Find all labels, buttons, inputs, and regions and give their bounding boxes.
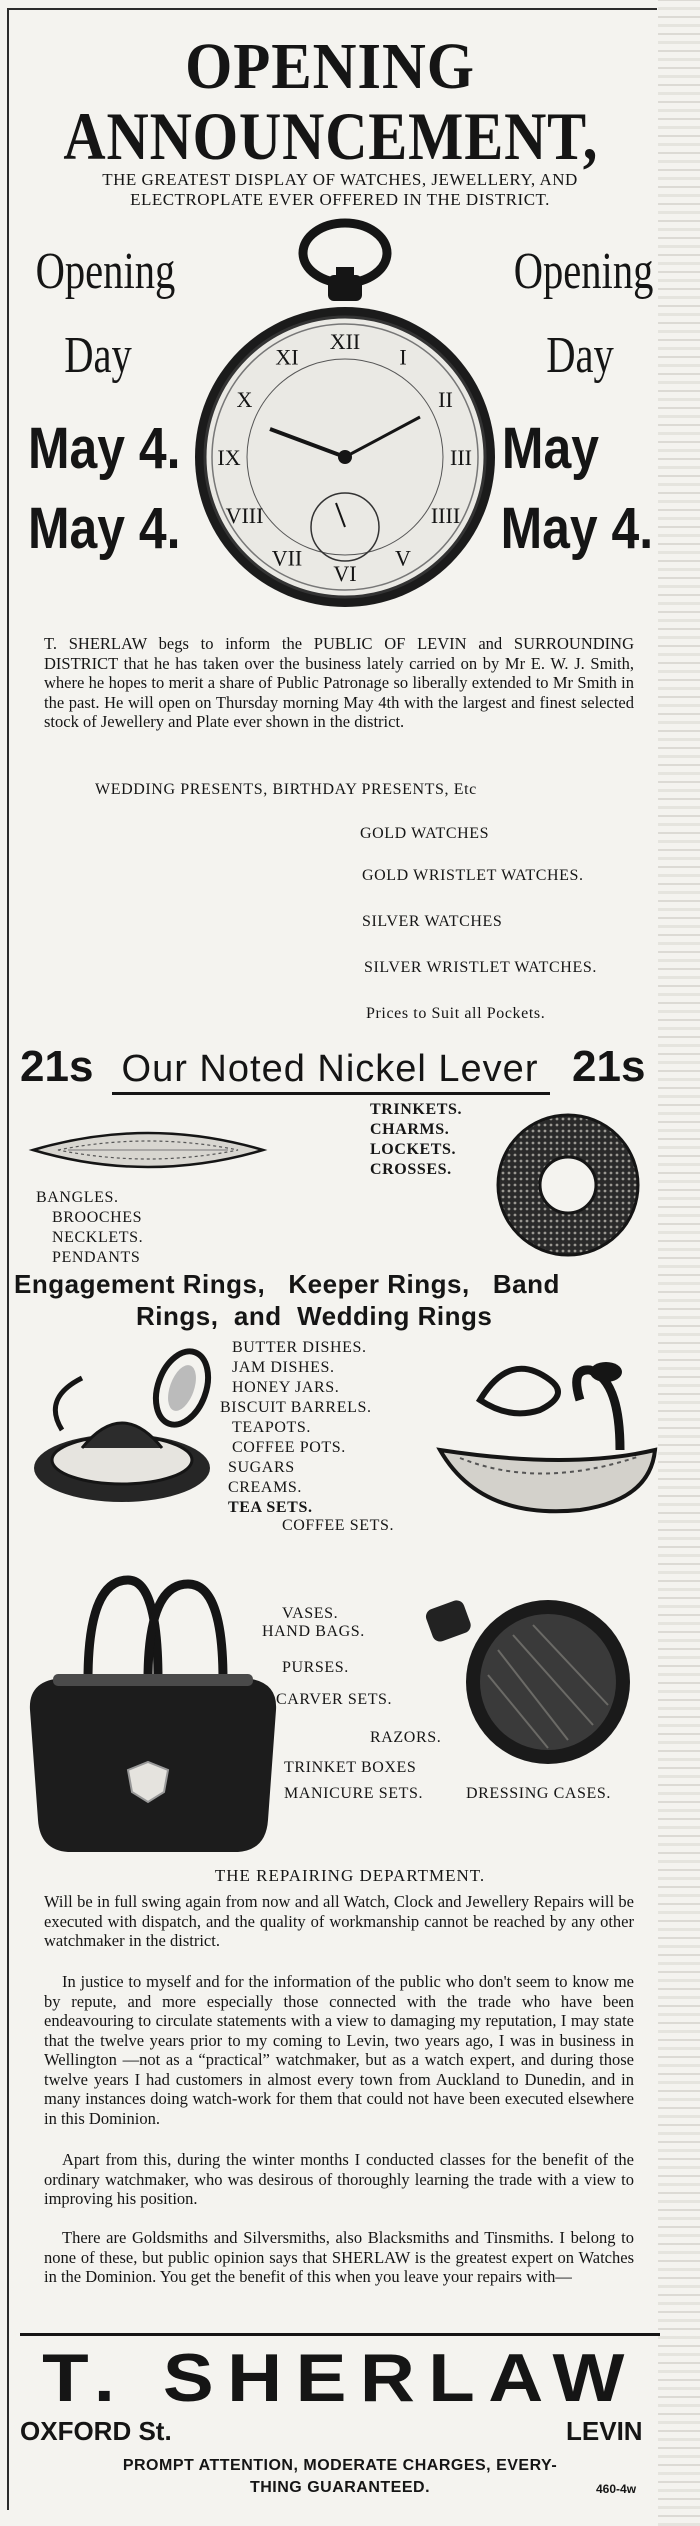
ad-code: 460-4w	[596, 2482, 637, 2496]
plate-item-2: JAM DISHES.	[232, 1359, 335, 1376]
watch-numeral: VII	[271, 545, 303, 571]
plate-item-9: TEA SETS.	[228, 1499, 313, 1516]
tagline-line-2: THING GUARANTEED.	[249, 2479, 431, 2496]
plate-item-3: HONEY JARS.	[232, 1379, 340, 1396]
watch-numeral: I	[399, 344, 407, 370]
intro-paragraph: T. SHERLAW begs to inform the PUBLIC OF LEVIN and SURROUNDING DISTRICT that he has taken over the business lately carried on by Mr E. W. J. Smith, where he hopes to merit a share of Public Patronage so liberally extended to Mr Smith in the past. He will open on Thursday morning May 4th with the largest and finest selected stock of Jewellery and Plate ever shown in the district.	[44, 634, 634, 731]
left-rule	[7, 10, 9, 2510]
opening-left-date-1: May 4.	[28, 416, 181, 481]
watch-numeral: IIII	[430, 503, 461, 528]
rings-headline-1: Engagement Rings, Keeper Rings, Band	[14, 1269, 560, 1299]
merchant-name: T. SHERLAW	[42, 2340, 638, 2416]
plate-item-1: BUTTER DISHES.	[232, 1339, 367, 1356]
opening-left-date-2: May 4.	[28, 496, 181, 561]
goods-item-2: HAND BAGS.	[262, 1623, 365, 1640]
presents-line: WEDDING PRESENTS, BIRTHDAY PRESENTS, Etc	[95, 781, 477, 798]
goods-item-3: PURSES.	[282, 1659, 349, 1676]
footer-top-rule	[20, 2333, 660, 2336]
plate-item-8: CREAMS.	[228, 1479, 302, 1496]
prices-note: Prices to Suit all Pockets.	[366, 1005, 546, 1022]
trinket-item-3: LOCKETS.	[370, 1141, 457, 1158]
headline-opening: OPENING	[185, 30, 475, 103]
watch-numeral: V	[395, 545, 411, 571]
watch-numeral: IX	[217, 445, 241, 470]
trinket-item-4: CROSSES.	[370, 1161, 452, 1178]
repairs-title: THE REPAIRING DEPARTMENT.	[214, 1866, 486, 1885]
watch-numeral: X	[236, 387, 253, 412]
trinket-item-2: CHARMS.	[370, 1121, 450, 1138]
watch-item-1: GOLD WATCHES	[360, 825, 490, 842]
opening-right-date-1: May	[501, 416, 599, 481]
bangle-item-4: PENDANTS	[52, 1249, 141, 1266]
goods-item-1: VASES.	[282, 1605, 339, 1622]
opening-left-day: Day	[64, 327, 132, 384]
repairs-paragraph-3: Apart from this, during the winter months I conducted classes for the benefit of the ordinary watchmaker, who was desirous of thoroughly learning the trade with a view to improving his position.	[44, 2150, 634, 2208]
handbag-icon	[18, 1570, 288, 1860]
bangle-item-3: NECKLETS.	[52, 1229, 144, 1246]
opening-right-date-2: May 4.	[500, 496, 654, 561]
goods-item-4: CARVER SETS.	[276, 1691, 393, 1708]
nickel-lever-underline	[112, 1092, 550, 1095]
dressing-cases: DRESSING CASES.	[466, 1785, 612, 1802]
price-left: 21s	[20, 1042, 94, 1091]
bangle-item-2: BROOCHES	[52, 1209, 143, 1226]
watch-numeral: XII	[329, 329, 361, 354]
bar-brooch-icon	[28, 1120, 268, 1180]
bangle-item-1: BANGLES.	[36, 1189, 119, 1206]
plate-item-10: COFFEE SETS.	[282, 1517, 395, 1534]
pocket-watch-icon	[190, 215, 500, 615]
trinket-item-1: TRINKETS.	[370, 1101, 463, 1118]
goods-item-6: TRINKET BOXES	[284, 1759, 417, 1776]
swan-dish-icon	[420, 1340, 670, 1530]
repairs-paragraph-2: In justice to myself and for the information of the public who don't seem to know me by repute, and more especially those connected with the trade who have been endeavouring to circulate statements with a view to damaging my reputation, I may state that the twelve years prior to my coming to Levin, two years ago, I was in business in Wellington —not as a “practical” watchmaker, but as a watch expert, and during those twelve years I had customers in almost every town from Auckland to Dunedin, and in many instances doing watch-work for them that could not have been executed elsewhere in this Dominion.	[44, 1972, 634, 2128]
subtitle-line-2: ELECTROPLATE EVER OFFERED IN THE DISTRICT.	[130, 190, 550, 209]
subtitle-line-1: THE GREATEST DISPLAY OF WATCHES, JEWELLERY, AND	[102, 170, 578, 189]
opening-right-word: Opening	[513, 243, 654, 300]
watch-numeral: II	[438, 387, 453, 412]
plate-item-7: SUGARS	[228, 1459, 295, 1476]
torn-edge	[658, 0, 700, 2526]
plate-item-4: BISCUIT BARRELS.	[220, 1399, 372, 1416]
watch-numeral: VIII	[225, 503, 264, 528]
price-right: 21s	[572, 1042, 646, 1091]
opening-left-word: Opening	[35, 243, 176, 300]
watch-item-3: SILVER WATCHES	[362, 913, 503, 930]
plate-item-5: TEAPOTS.	[232, 1419, 312, 1436]
round-brooch-icon	[488, 1110, 648, 1260]
repairs-paragraph-4: There are Goldsmiths and Silversmiths, also Blacksmiths and Tinsmiths. I belong to none of these, but public opinion says that SHERLAW is the greatest expert on Watches in the Dominion. You get the benefit of this when you leave your repairs with—	[44, 2228, 634, 2286]
watch-item-4: SILVER WRISTLET WATCHES.	[364, 959, 597, 976]
watch-numeral: III	[450, 445, 472, 470]
plate-item-6: COFFEE POTS.	[232, 1439, 346, 1456]
jam-dish-icon	[22, 1338, 222, 1518]
goods-item-5: RAZORS.	[370, 1729, 442, 1746]
nickel-lever-label: Our Noted Nickel Lever	[121, 1048, 539, 1090]
tagline-line-1: PROMPT ATTENTION, MODERATE CHARGES, EVERY-	[122, 2457, 558, 2474]
hand-mirror-icon	[418, 1590, 648, 1770]
top-rule	[7, 8, 657, 10]
headline-announcement: ANNOUNCEMENT,	[63, 98, 599, 174]
street-address: OXFORD St.	[20, 2416, 172, 2446]
watch-numeral: XI	[275, 344, 299, 370]
opening-right-day: Day	[546, 327, 614, 384]
town-name: LEVIN	[566, 2416, 643, 2446]
watch-item-2: GOLD WRISTLET WATCHES.	[362, 867, 584, 884]
rings-headline-2: Rings, and Wedding Rings	[136, 1301, 493, 1331]
goods-item-7: MANICURE SETS.	[284, 1785, 424, 1802]
repairs-paragraph-1: Will be in full swing again from now and all Watch, Clock and Jewellery Repairs will be executed with dispatch, and the quality of workmanship cannot be reached by any other watchmaker in the district.	[44, 1892, 634, 1950]
watch-numeral: VI	[333, 561, 357, 586]
